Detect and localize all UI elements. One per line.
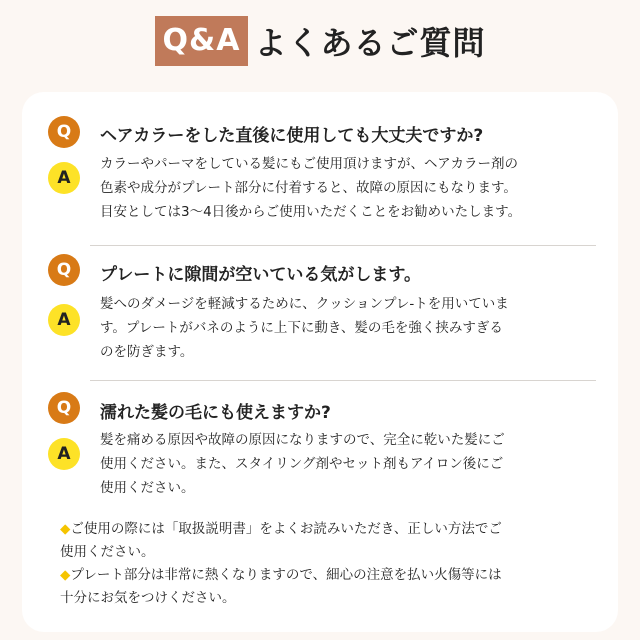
answer-line: 髪を痛める原因や故障の原因になりますので、完全に乾いた髪にご (100, 432, 505, 448)
answer-text (100, 428, 610, 500)
notes (60, 518, 600, 610)
note-line: 十分にお気をつけください。 (60, 590, 236, 606)
note-line (60, 518, 600, 541)
divider (90, 245, 596, 246)
a-badge: A (48, 438, 80, 470)
note-text: プレート部分は非常に熱くなりますので、細心の注意を払い火傷等には (70, 567, 502, 583)
a-badge: A (48, 304, 80, 336)
divider (90, 380, 596, 381)
q-badge: Q (48, 392, 80, 424)
answer-line: のを防ぎます。 (100, 344, 194, 360)
note-line (60, 564, 600, 587)
title-text: よくあるご質問 (254, 24, 486, 62)
diamond-icon: ◆ (60, 521, 71, 537)
question-text: ヘアカラーをした直後に使用しても大丈夫ですか? (100, 126, 484, 146)
question-text: プレートに隙間が空いている気がします。 (100, 265, 421, 285)
answer-line: 色素や成分がプレート部分に付着すると、故障の原因にもなります。 (100, 180, 517, 196)
answer-text (100, 292, 610, 364)
a-badge: A (48, 162, 80, 194)
answer-line: 髪へのダメージを軽減するために、クッションプレ-トを用いていま (100, 296, 509, 312)
answer-line: 使用ください。また、スタイリング剤やセット剤もアイロン後にご (100, 456, 504, 472)
q-badge: Q (48, 116, 80, 148)
answer-line: 目安としては3〜4日後からご使用いただくことをお勧めいたします。 (100, 204, 522, 220)
note-line: 使用ください。 (60, 544, 155, 560)
answer-line: す。プレートがバネのように上下に動き、髪の毛を強く挟みすぎる (100, 320, 503, 336)
page-title (0, 16, 640, 66)
answer-line: 使用ください。 (100, 480, 195, 496)
question-text: 濡れた髪の毛にも使えますか? (100, 403, 331, 423)
answer-line: カラーやパーマをしている髪にもご使用頂けますが、ヘアカラー剤の (100, 156, 518, 172)
q-badge: Q (48, 254, 80, 286)
note-text: ご使用の際には「取扱説明書」をよくお読みいただき、正しい方法でご (70, 521, 502, 537)
diamond-icon: ◆ (60, 567, 71, 583)
title-badge: Q&A (155, 16, 249, 66)
answer-text (100, 152, 610, 224)
